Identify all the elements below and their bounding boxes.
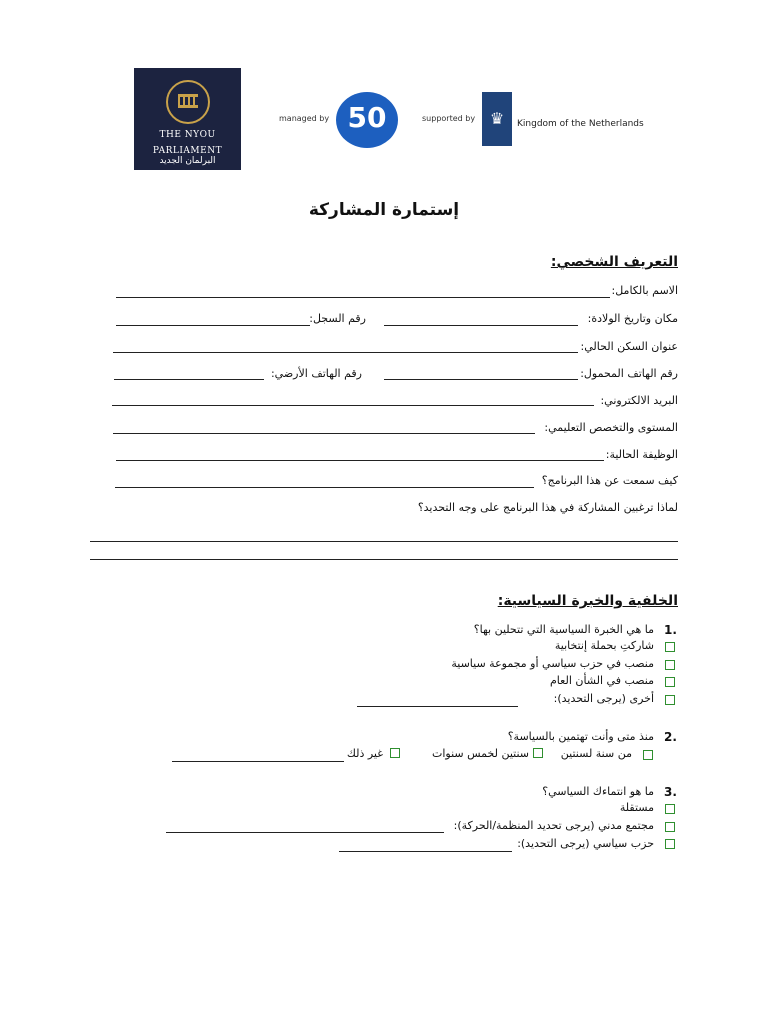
nyou-parliament-logo <box>134 68 241 170</box>
education-field[interactable] <box>113 433 535 434</box>
background-section-heading: الخلفية والخبرة السياسية: <box>497 593 678 609</box>
nyou-logo-arabic: البرلمان الجديد <box>159 156 216 166</box>
nyou-logo-line1: THE NYOU <box>159 130 216 140</box>
q2-question: منذ متى وأنت تهتمين بالسياسة؟ <box>507 730 654 743</box>
fifty-logo-text: 50 <box>347 101 387 134</box>
q1-option-other-checkbox[interactable] <box>665 695 675 705</box>
address-label: عنوان السكن الحالي: <box>580 340 678 353</box>
job-label: الوظيفة الحالية: <box>605 448 678 461</box>
q2-option-1-2-checkbox[interactable] <box>643 750 653 760</box>
q1-option-campaign-label: شاركتِ بحملة إنتخابية <box>554 639 654 652</box>
netherlands-label: Kingdom of the Netherlands <box>517 119 644 129</box>
q3-option-independent-label: مستقلة <box>619 801 654 814</box>
birth-place-date-label: مكان وتاريخ الولادة: <box>587 312 678 325</box>
q1-option-other-label: أخرى (يرجى التحديد): <box>553 692 654 705</box>
q1-option-party-checkbox[interactable] <box>665 660 675 670</box>
managed-by-label: managed by <box>279 114 330 123</box>
q2-number: 2. <box>664 730 677 744</box>
mobile-label: رقم الهاتف المحمول: <box>580 367 678 380</box>
q1-question: ما هي الخبرة السياسية التي تتحلين بها؟ <box>473 623 654 636</box>
q3-option-independent-checkbox[interactable] <box>665 804 675 814</box>
q1-number: 1. <box>664 623 677 637</box>
q2-option-other-label: غير ذلك <box>346 747 383 760</box>
registry-no-field[interactable] <box>116 325 310 326</box>
fifty-fifty-logo <box>336 92 398 148</box>
why-participate-label: لماذا ترغبين المشاركة في هذا البرنامج على وجه التحديد؟ <box>417 501 678 514</box>
q1-option-public-checkbox[interactable] <box>665 677 675 687</box>
q3-option-civil-society-checkbox[interactable] <box>665 822 675 832</box>
job-field[interactable] <box>116 460 604 461</box>
email-label: البريد الالكتروني: <box>600 394 678 407</box>
q2-other-field[interactable] <box>172 761 344 762</box>
full-name-label: الاسم بالكامل: <box>611 284 678 297</box>
registry-no-label: رقم السجل: <box>309 312 366 325</box>
page-title: إستمارة المشاركة <box>308 200 460 220</box>
q3-civil-society-field[interactable] <box>166 832 444 833</box>
q2-option-2-5-label: سنتين لخمس سنوات <box>431 747 529 760</box>
q3-option-civil-society-label: مجتمع مدني (يرجى تحديد المنظمة/الحركة): <box>453 819 654 832</box>
q3-number: 3. <box>664 785 677 799</box>
supported-by-label: supported by <box>422 114 476 123</box>
landline-label: رقم الهاتف الأرضي: <box>270 367 362 380</box>
parliament-emblem-icon <box>166 80 210 124</box>
q1-other-field[interactable] <box>357 706 518 707</box>
why-participate-line-1[interactable] <box>90 541 678 542</box>
q2-option-2-5-checkbox[interactable] <box>533 748 543 758</box>
netherlands-crest-icon: ♛ <box>482 92 512 146</box>
email-field[interactable] <box>112 405 594 406</box>
q2-option-1-2-label: من سنة لسنتين <box>560 747 632 760</box>
birth-place-date-field[interactable] <box>384 325 578 326</box>
q3-question: ما هو انتماءك السياسي؟ <box>542 785 654 798</box>
q2-option-other-checkbox[interactable] <box>390 748 400 758</box>
heard-about-label: كيف سمعت عن هذا البرنامج؟ <box>541 474 678 487</box>
personal-section-heading: التعريف الشخصي: <box>550 254 678 270</box>
q3-party-field[interactable] <box>339 851 512 852</box>
q1-option-public-label: منصب في الشأن العام <box>550 674 654 687</box>
q3-option-party-checkbox[interactable] <box>665 839 675 849</box>
address-field[interactable] <box>113 352 578 353</box>
mobile-field[interactable] <box>384 379 578 380</box>
nyou-logo-line2: PARLIAMENT <box>152 146 223 156</box>
q3-option-party-label: حزب سياسي (يرجى التحديد): <box>517 837 654 850</box>
heard-about-field[interactable] <box>115 487 534 488</box>
q1-option-campaign-checkbox[interactable] <box>665 642 675 652</box>
education-label: المستوى والتخصص التعليمي: <box>544 421 678 434</box>
landline-field[interactable] <box>114 379 264 380</box>
full-name-field[interactable] <box>116 297 610 298</box>
q1-option-party-label: منصب في حزب سياسي أو مجموعة سياسية <box>451 657 654 670</box>
why-participate-line-2[interactable] <box>90 559 678 560</box>
